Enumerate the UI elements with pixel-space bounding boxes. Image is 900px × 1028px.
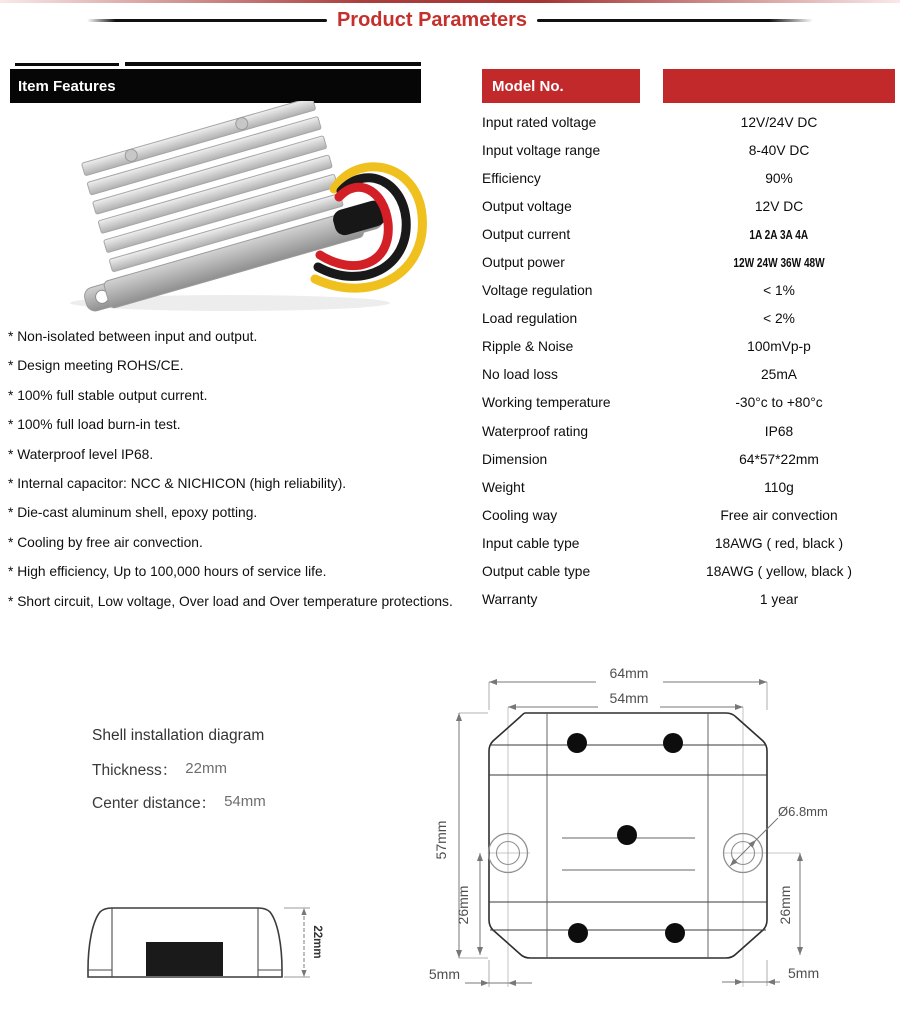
thickness-label: Thickness： bbox=[92, 761, 178, 779]
screw-dot bbox=[665, 923, 685, 943]
center-distance-label: Center distance： bbox=[92, 794, 217, 812]
screw-dot bbox=[568, 923, 588, 943]
spec-value: 25mA bbox=[760, 367, 798, 383]
side-view-drawing bbox=[78, 898, 328, 1003]
spec-row bbox=[482, 220, 895, 248]
feature-item: * Die-cast aluminum shell, epoxy potting. bbox=[8, 505, 258, 521]
top-accent-strip bbox=[0, 0, 900, 3]
dim-corner-left: 5mm bbox=[428, 966, 460, 982]
spec-row bbox=[482, 164, 895, 192]
screw-dot-center bbox=[617, 825, 637, 845]
spec-label: Waterproof rating bbox=[482, 423, 589, 439]
dim-outer-width: 64mm bbox=[609, 665, 649, 681]
spec-value: < 2% bbox=[763, 311, 795, 327]
spec-label: Load regulation bbox=[482, 311, 578, 327]
title-divider-right bbox=[537, 19, 813, 22]
shell-diagram-title: Shell installation diagram bbox=[92, 726, 265, 744]
model-no-header: Model No. bbox=[482, 69, 640, 103]
screw-dot bbox=[663, 733, 683, 753]
spec-row bbox=[482, 277, 895, 305]
spec-label: Output power bbox=[482, 255, 565, 271]
spec-row bbox=[482, 192, 895, 220]
spec-row bbox=[482, 501, 895, 529]
spec-value: 12V DC bbox=[754, 198, 804, 214]
feature-item: * Non-isolated between input and output. bbox=[8, 329, 258, 344]
spec-row bbox=[482, 445, 895, 473]
thickness-value: 22mm bbox=[185, 760, 227, 777]
spec-row bbox=[482, 417, 895, 445]
page-header bbox=[0, 9, 900, 32]
spec-label: Warranty bbox=[482, 592, 538, 608]
spec-row bbox=[482, 473, 895, 501]
spec-row bbox=[482, 108, 895, 136]
spec-row bbox=[482, 558, 895, 586]
feature-item: * Cooling by free air convection. bbox=[8, 534, 203, 550]
item-features-bar-shadow bbox=[15, 63, 119, 66]
spec-label: Voltage regulation bbox=[482, 283, 593, 299]
spec-value: 110g bbox=[764, 479, 794, 495]
spec-label: Dimension bbox=[482, 451, 548, 467]
spec-label: Efficiency bbox=[482, 170, 541, 186]
spec-value: < 1% bbox=[763, 283, 795, 299]
dim-corner-right: 5mm bbox=[788, 965, 820, 981]
dim-hole-diameter: Ø6.8mm bbox=[778, 804, 828, 819]
spec-label: No load loss bbox=[482, 367, 558, 383]
spec-label: Weight bbox=[482, 479, 525, 495]
spec-label: Output cable type bbox=[482, 564, 591, 580]
spec-value: 90% bbox=[765, 170, 793, 186]
potting-block bbox=[146, 942, 223, 976]
item-features-header: Item Features bbox=[10, 69, 421, 103]
spec-value: 18AWG ( yellow, black ) bbox=[706, 564, 852, 580]
spec-row bbox=[482, 136, 895, 164]
feature-item: * 100% full load burn-in test. bbox=[8, 417, 181, 433]
dim-hole-spacing: 54mm bbox=[609, 690, 649, 706]
page-title: Product Parameters bbox=[336, 9, 528, 31]
spec-value: 1 year bbox=[759, 592, 799, 608]
spec-row bbox=[482, 529, 895, 557]
feature-item: * Design meeting ROHS/CE. bbox=[8, 358, 184, 374]
feature-item: * Internal capacitor: NCC & NICHICON (high reliability). bbox=[8, 476, 347, 492]
product-photo bbox=[30, 101, 430, 315]
spec-value: 64*57*22mm bbox=[739, 451, 819, 467]
spec-value: 1A 2A 3A 4A bbox=[749, 227, 809, 242]
side-view-height-dim: 22mm bbox=[311, 925, 323, 959]
spec-label: Output voltage bbox=[482, 198, 572, 214]
top-view-drawing bbox=[420, 658, 900, 1003]
spec-table bbox=[482, 108, 895, 614]
dim-height: 57mm bbox=[433, 820, 449, 860]
feature-item: * Short circuit, Low voltage, Over load and Over temperature protections. bbox=[8, 593, 453, 609]
model-no-value-bar bbox=[663, 69, 895, 103]
spec-label: Cooling way bbox=[482, 507, 558, 523]
screw-dot bbox=[567, 733, 587, 753]
spec-label: Output current bbox=[482, 226, 571, 242]
center-distance-value: 54mm bbox=[224, 793, 266, 810]
feature-item: * Waterproof level IP68. bbox=[8, 446, 154, 462]
spec-value: 12V/24V DC bbox=[740, 114, 818, 130]
spec-label: Working temperature bbox=[482, 395, 611, 411]
feature-list bbox=[8, 322, 460, 616]
spec-row bbox=[482, 586, 895, 614]
spec-value: 12W 24W 36W 48W bbox=[733, 256, 825, 271]
spec-row bbox=[482, 361, 895, 389]
spec-label: Input voltage range bbox=[482, 142, 601, 158]
title-divider-left bbox=[87, 19, 327, 22]
spec-row bbox=[482, 248, 895, 276]
spec-row bbox=[482, 389, 895, 417]
spec-label: Input rated voltage bbox=[482, 114, 597, 130]
shell-installation-info bbox=[92, 719, 266, 818]
spec-value: 18AWG ( red, black ) bbox=[714, 535, 844, 551]
spec-row bbox=[482, 333, 895, 361]
spec-label: Input cable type bbox=[482, 535, 580, 551]
thickness-line bbox=[92, 752, 266, 785]
feature-item: * High efficiency, Up to 100,000 hours of service life. bbox=[8, 564, 327, 580]
spec-label: Ripple & Noise bbox=[482, 339, 574, 355]
spec-value: -30°c to +80°c bbox=[735, 395, 823, 411]
item-features-bar-shadow2 bbox=[125, 62, 421, 66]
center-distance-line bbox=[92, 785, 266, 818]
dim-right-offset: 26mm bbox=[777, 885, 793, 925]
spec-value: IP68 bbox=[764, 423, 794, 439]
spec-value: 100mVp-p bbox=[747, 339, 811, 355]
feature-item: * 100% full stable output current. bbox=[8, 387, 208, 403]
spec-value: 8-40V DC bbox=[748, 142, 810, 158]
spec-value: Free air convection bbox=[720, 507, 838, 523]
spec-row bbox=[482, 305, 895, 333]
dim-left-offset: 26mm bbox=[455, 885, 471, 925]
